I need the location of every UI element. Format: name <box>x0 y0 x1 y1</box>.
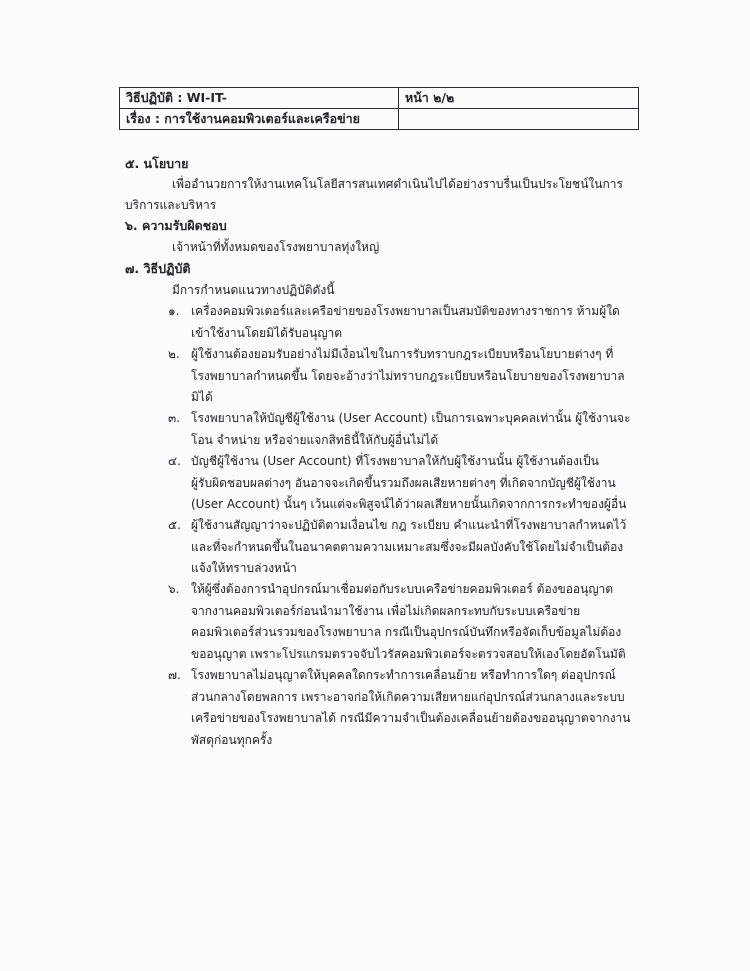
item-text <box>191 301 621 344</box>
section-heading-policy: ๕. นโยบาย <box>125 156 189 171</box>
item-line: ผู้รับผิดชอบผลต่างๆ อันอาจจะเกิดขึ้นรวมถึงผลเสียหายต่างๆ ที่เกิดจากบัญชีผู้ใช้งาน <box>191 475 616 490</box>
item-line: โอน จำหน่าย หรือจ่ายแจกสิทธินี้ให้กับผู้อื่นไม่ได้ <box>191 432 439 447</box>
item-line: คอมพิวเตอร์ส่วนรวมของโรงพยาบาล กรณีเป็นอุปกรณ์บันทึกหรือจัดเก็บข้อมูลไม่ต้อง <box>191 625 622 639</box>
item-number: ๗. <box>168 668 181 682</box>
item-text <box>191 515 627 580</box>
header-table <box>119 87 639 130</box>
item-line: จากงานคอมพิวเตอร์ก่อนนำมาใช้งาน เพื่อไม่เกิดผลกระทบกับระบบเครือข่าย <box>191 603 581 618</box>
item-text <box>191 665 631 751</box>
item-line: ส่วนกลางโดยพลการ เพราะอาจก่อให้เกิดความเสียหายแก่อุปกรณ์ส่วนกลางและระบบ <box>191 689 625 704</box>
subject-cell: เรื่อง : การใช้งานคอมพิวเตอร์และเครือข่าย <box>120 109 399 130</box>
item-line: โรงพยาบาลให้บัญชีผู้ใช้งาน (User Account) เป็นการเฉพาะบุคคลเท่านั้น ผู้ใช้งานจะ <box>191 411 631 425</box>
item-text <box>191 579 626 665</box>
item-line: เครื่องคอมพิวเตอร์และเครือข่ายของโรงพยาบาลเป็นสมบัติของทางราชการ ห้ามผู้ใด <box>191 304 620 318</box>
item-line: ขออนุญาต เพราะโปรแกรมตรวจจับไวรัสคอมพิวเตอร์จะตรวจสอบให้เองโดยอัตโนมัติ <box>191 646 626 661</box>
item-line: (User Account) นั้นๆ เว้นแต่จะพิสูจน์ได้ว่าผลเสียหายนั้นเกิดจากการกระทำของผู้อื่น <box>191 497 627 511</box>
item-number: ๒. <box>168 347 180 361</box>
empty-cell <box>399 109 639 130</box>
item-line: พัสดุก่อนทุกครั้ง <box>191 732 273 747</box>
header-row-2 <box>120 109 639 130</box>
item-line: บัญชีผู้ใช้งาน (User Account) ที่โรงพยาบาลให้กับผู้ใช้งานนั้น ผู้ใช้งานต้องเป็น <box>191 454 599 468</box>
item-number: ๓. <box>168 411 181 425</box>
item-line: เข้าใช้งานโดยมิได้รับอนุญาต <box>191 325 343 340</box>
item-number: ๕. <box>168 518 181 532</box>
policy-line-1: เพื่ออำนวยการให้งานเทคโนโลยีสารสนเทศดำเนินไปได้อย่างราบรื่นเป็นประโยชน์ในการ <box>172 177 623 191</box>
item-line: ผู้ใช้งานต้องยอมรับอย่างไม่มีเงื่อนไขในการรับทราบกฎระเบียบหรือนโยบายต่างๆ ที่ <box>191 347 614 361</box>
header-row-1 <box>120 88 639 109</box>
item-line: ผู้ใช้งานสัญญาว่าจะปฏิบัติตามเงื่อนไข กฎ ระเบียบ คำแนะนำที่โรงพยาบาลกำหนดไว้ <box>191 518 627 532</box>
item-line: โรงพยาบาลไม่อนุญาตให้บุคคลใดกระทำการเคลื่อนย้าย หรือทำการใดๆ ต่ออุปกรณ์ <box>191 668 616 682</box>
section-heading-responsibility: ๖. ความรับผิดชอบ <box>125 218 227 233</box>
item-line: และที่จะกำหนดขึ้นในอนาคตตามความเหมาะสมซึ่งจะมีผลบังคับใช้โดยไม่จำเป็นต้อง <box>191 539 624 554</box>
item-number: ๔. <box>168 454 181 468</box>
procedure-code-cell: วิธีปฏิบัติ : WI-IT- <box>120 88 399 109</box>
item-text <box>191 451 627 516</box>
item-text <box>191 344 625 409</box>
responsibility-line-1: เจ้าหน้าที่ทั้งหมดของโรงพยาบาลทุ่งใหญ่ <box>172 240 380 254</box>
procedure-intro-line: มีการกำหนดแนวทางปฏิบัติดังนี้ <box>172 283 335 297</box>
page-number-cell: หน้า ๒/๒ <box>399 88 639 109</box>
item-line: มิได้ <box>191 390 213 404</box>
item-line: แจ้งให้ทราบล่วงหน้า <box>191 561 297 575</box>
item-line: โรงพยาบาลกำหนดขึ้น โดยจะอ้างว่าไม่ทราบกฎระเบียบหรือนโยบายของโรงพยาบาล <box>191 368 625 383</box>
policy-line-2: บริการและบริหาร <box>125 198 217 212</box>
item-line: เครือข่ายของโรงพยาบาลได้ กรณีมีความจำเป็นต้องเคลื่อนย้ายต้องขออนุญาตจากงาน <box>191 711 631 725</box>
item-number: ๑. <box>168 304 180 318</box>
section-heading-procedure: ๗. วิธีปฏิบัติ <box>125 261 191 276</box>
item-number: ๖. <box>168 582 180 596</box>
item-line: ให้ผู้ซึ่งต้องการนำอุปกรณ์มาเชื่อมต่อกับระบบเครือข่ายคอมพิวเตอร์ ต้องขออนุญาต <box>191 582 614 596</box>
item-text <box>191 408 631 451</box>
